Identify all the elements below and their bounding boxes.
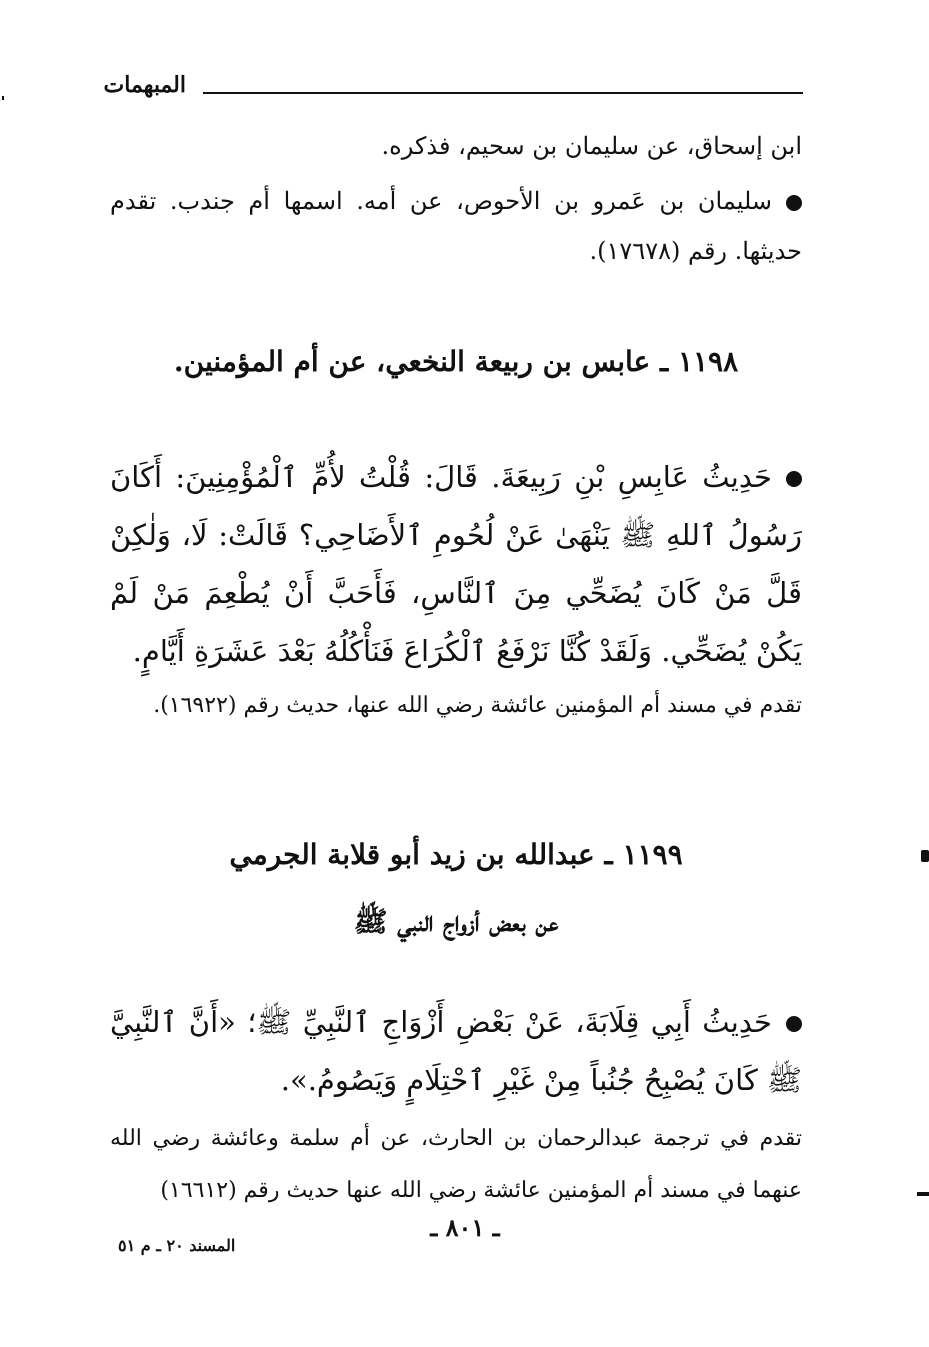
bullet-icon (786, 1016, 802, 1032)
hadith-1198 (110, 448, 802, 680)
scan-edge-mark (2, 96, 4, 100)
scan-edge-mark (921, 850, 929, 862)
page-number: ـ ٨٠١ ـ (430, 1213, 500, 1242)
hadith-1199 (110, 993, 802, 1109)
hadith-1199-text: حَدِيثُ أَبِي قِلَابَةَ، عَنْ بَعْضِ أَزْوَاجِ ٱلنَّبِيِّ ﷺ؛ «أَنَّ ٱلنَّبِيَّ ﷺ كَانَ يُصْبِحُ جُنُباً مِنْ غَيْرِ ٱحْتِلَامٍ وَيَصُومُ.». (110, 1005, 802, 1097)
hadith-1198-text: حَدِيثُ عَابِسِ بْنِ رَبِيعَةَ. قَالَ: قُلْتُ لأُمِّ ٱلْمُؤْمِنِينَ: أَكَانَ رَسُولُ ٱللهِ ﷺ يَنْهَىٰ عَنْ لُحُومِ ٱلأَضَاحِي؟ قَالَتْ: لَا، وَلٰكِنْ قَلَّ مَنْ كَانَ يُضَحِّي مِنَ ٱلنَّاسِ، فَأَحَبَّ أَنْ يُطْعِمَ مَنْ لَمْ يَكُنْ يُضَحِّي. وَلَقَدْ كُنَّا نَرْفَعُ ٱلْكُرَاعَ فَنَأْكُلُهُ بَعْدَ عَشَرَةِ أَيَّامٍ. (110, 460, 802, 668)
note-1199: تقدم في ترجمة عبدالرحمان بن الحارث، عن أم سلمة وعائشة رضي الله عنهما في مسند أم المؤمنين عائشة رضي الله عنها حديث رقم (١٦٦١٢) (110, 1126, 802, 1203)
bullet-icon (786, 471, 802, 487)
bullet-icon (786, 195, 802, 211)
scan-edge-mark (917, 1192, 929, 1196)
section-heading-1198: ١١٩٨ ـ عابس بن ربيعة النخعي، عن أم المؤمنين. (173, 345, 739, 378)
top-paragraph-2-text: سليمان بن عَمرو بن الأحوص، عن أمه. اسمها أم جندب. تقدم حديثها. رقم (١٧٦٧٨). (110, 187, 802, 265)
section-heading-1199-line1: ١١٩٩ ـ عبدالله بن زيد أبو قلابة الجرمي (229, 838, 683, 871)
section-heading-1199-line2: عن بعض أزواج النبي ﷺ (353, 905, 559, 938)
running-header-title: المبهمات (103, 72, 186, 98)
printer-signature: المسند ٢٠ ـ م ٥١ (118, 1236, 236, 1255)
top-paragraph-2 (110, 176, 802, 276)
top-line-1: ابن إسحاق، عن سليمان بن سحيم، فذكره. (381, 132, 802, 160)
note-1198: تقدم في مسند أم المؤمنين عائشة رضي الله عنها، حديث رقم (١٦٩٢٢). (153, 693, 802, 718)
header-rule (203, 92, 803, 94)
